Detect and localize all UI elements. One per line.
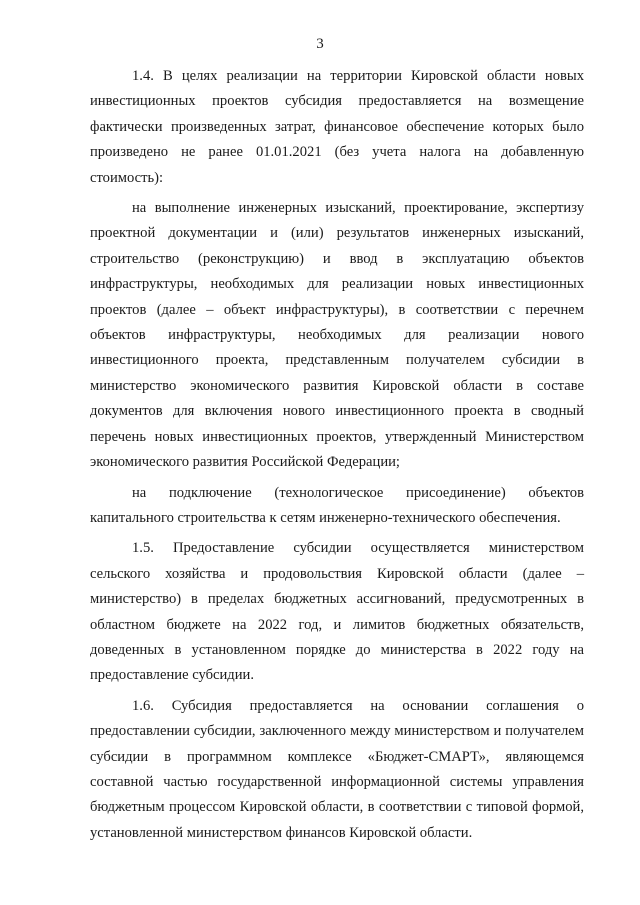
- paragraph-1-4: 1.4. В целях реализации на территории Кировской области новых инвестиционных проектов субсидия предоставляется на возмещение фактически произведенных затрат, финансовое обеспечение которых было произведено не ранее 01.01.2021 (без учета налога на добавленную стоимость):: [90, 68, 584, 186]
- document-body: [90, 64, 584, 846]
- paragraph-1-6: 1.6. Субсидия предоставляется на основании соглашения о предоставлении субсидии, заключенного между министерством и получателем субсидии в программном комплексе «Бюджет-СМАРТ», являющемся составной частью государственной информационной системы управления бюджетным процессом Кировской области, в соответствии с типовой формой, установленной министерством финансов Кировской области.: [90, 697, 584, 841]
- paragraph-connection: на подключение (технологическое присоединение) объектов капитального строительства к сетям инженерно-технического обеспечения.: [90, 484, 584, 526]
- paragraph-infrastructure: на выполнение инженерных изысканий, проектирование, экспертизу проектной документации и (или) результатов инженерных изысканий, строительство (реконструкцию) и ввод в эксплуатацию объектов инфраструктуры, необходимых для реализации новых инвестиционных проектов (далее – объект инфраструктуры), в соответствии с перечнем объектов инфраструктуры, необходимых для реализации нового инвестиционного проекта, представленным получателем субсидии в министерство экономического развития Кировской области в составе документов для включения нового инвестиционного проекта в сводный перечень новых инвестиционных проектов, утвержденный Министерством экономического развития Российской Федерации;: [90, 200, 584, 471]
- paragraph-1-5: 1.5. Предоставление субсидии осуществляется министерством сельского хозяйства и продовольствия Кировской области (далее – министерство) в пределах бюджетных ассигнований, предусмотренных в областном бюджете на 2022 год, и лимитов бюджетных обязательств, доведенных в установленном порядке до министерства в 2022 году на предоставление субсидии.: [90, 540, 584, 684]
- page-number: 3: [316, 36, 324, 52]
